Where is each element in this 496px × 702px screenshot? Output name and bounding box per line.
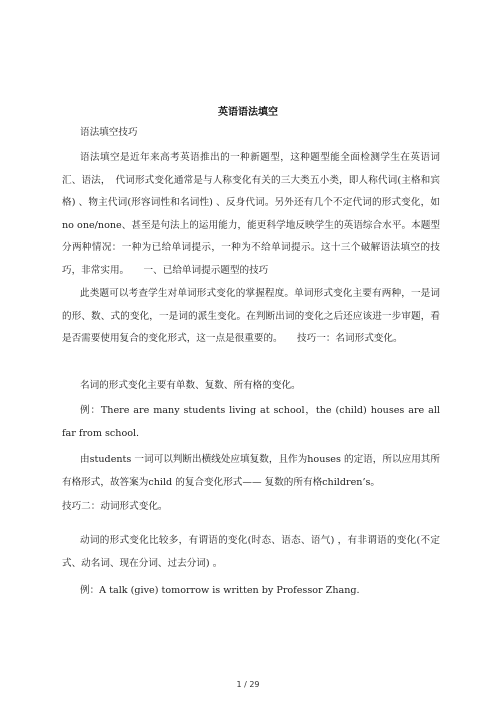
paragraph-tip-2: 技巧二：动词形式变化。	[62, 501, 168, 512]
paragraph-explanation-1: 由students 一词可以判断出横线处应填复数，且作为houses 的定语，所以应用其所有格形式，故答案为child 的复合变化形式—— 复数的所有格children’s。	[62, 454, 440, 488]
paragraph-intro: 语法填空是近年来高考英语推出的一种新题型，这种题型能全面检测学生在英语词汇、语法， 代词形式变化通常是与人称变化有关的三大类五小类，即人称代词(主格和宾格) 、物主代词(形容词性和名词性) 、反身代词。另外还有几个不定代词的形式变化，如no one/none、甚至是句法上的运用能力，能更科学地反映学生的英语综合水平。本题型分两种情况：一种为已给单词提示，一种为不给单词提示。这十三个破解语法填空的技巧，非常实用。 一、已给单词提示题型的技巧	[62, 152, 440, 276]
paragraph-example-1: 例：There are many students living at school，the (child) houses are all far from school.	[62, 405, 440, 439]
paragraph-tips-heading: 语法填空技巧	[80, 127, 138, 138]
paragraph-word-form: 此类题可以考查学生对单词形式变化的掌握程度。单词形式变化主要有两种，一是词的形、数、式的变化，一是词的派生变化。在判断出词的变化之后还应该进一步审题，看是否需要使用复合的变化形式，这一点是很重要的。 技巧一：名词形式变化。	[62, 288, 440, 344]
paragraph-example-2: 例：A talk (give) tomorrow is written by Professor Zhang.	[80, 585, 360, 596]
document-title: 英语语法填空	[218, 107, 278, 118]
paragraph-noun-forms: 名词的形式变化主要有单数、复数、所有格的变化。	[80, 380, 301, 391]
page-number: 1 / 29	[236, 680, 260, 689]
paragraph-verb-forms: 动词的形式变化比较多，有谓语的变化(时态、语态、语气) ，有非谓语的变化(不定式、动名词、现在分词、过去分词) 。	[62, 535, 440, 569]
